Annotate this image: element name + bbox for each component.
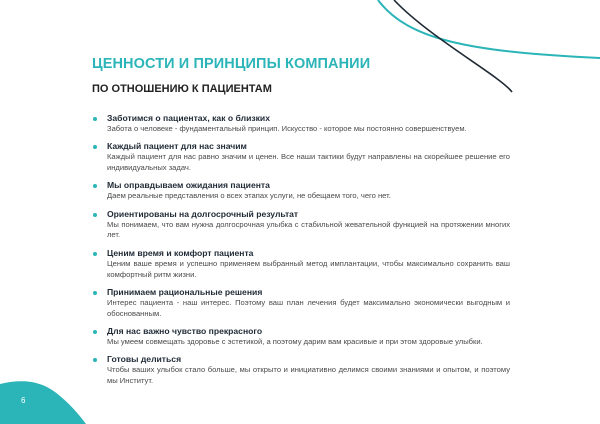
principle-text: Забота о человеке - фундаментальный принцип. Искусство - которое мы постоянно совершенствуем. (107, 124, 467, 133)
bullet-icon (93, 184, 97, 188)
list-item (92, 248, 510, 281)
principle-heading: Для нас важно чувство прекрасного (107, 325, 263, 336)
principle-text: Чтобы ваших улыбок стало больше, мы открыто и инициативно делимся своими знаниями и опытом, и поэтому мы Институт. (107, 365, 510, 386)
principle-text: Мы понимаем, что вам нужна долгосрочная улыбка с стабильной жевательной функцией на протяжении многих лет. (107, 219, 510, 240)
principle-heading: Каждый пациент для нас значим (107, 141, 247, 152)
principle-heading: Мы оправдываем ожидания пациента (107, 180, 270, 191)
list-item (92, 141, 510, 174)
top-right-teal-curve (378, 0, 600, 58)
principle-heading: Принимаем рациональные решения (107, 286, 263, 297)
principle-text: Мы умеем совмещать здоровье с эстетикой, а поэтому дарим вам красивые и при этом здоровые улыбки. (107, 336, 483, 346)
list-item (92, 180, 510, 202)
bullet-icon (93, 213, 97, 217)
principles-list (92, 113, 510, 393)
bullet-icon (93, 291, 97, 295)
list-item (92, 287, 510, 320)
principle-heading: Ориентированы на долгосрочный результат (107, 208, 299, 219)
bullet-icon (93, 145, 97, 149)
page-number: 6 (21, 396, 26, 405)
principle-heading: Готовы делиться (107, 354, 182, 365)
list-item (92, 354, 510, 387)
principle-heading: Заботимся о пациентах, как о близких (107, 113, 270, 123)
bullet-icon (93, 330, 97, 334)
principle-text: Интерес пациента - наш интерес. Поэтому ваш план лечения будет максимально экономически выгодным и обоснованным. (107, 297, 510, 318)
principle-heading: Ценим время и комфорт пациента (107, 247, 254, 258)
bullet-icon (93, 252, 97, 256)
page-title: ЦЕННОСТИ И ПРИНЦИПЫ КОМПАНИИ (92, 56, 371, 72)
principle-text: Ценим ваше время и успешно применяем выбранный метод имплантации, чтобы максимально сохранить ваш комфортный ритм жизни. (107, 258, 510, 279)
principle-text: Каждый пациент для нас равно значим и ценен. Все наши тактики будут направлены на скорейшее решение его индивидуальных задач. (107, 152, 510, 173)
list-item (92, 326, 510, 348)
section-title: ПО ОТНОШЕНИЮ К ПАЦИЕНТАМ (92, 83, 272, 95)
top-right-dark-curve (394, 0, 512, 92)
bottom-left-teal-shape (0, 381, 86, 424)
bullet-icon (93, 358, 97, 362)
list-item (92, 209, 510, 242)
bullet-icon (93, 117, 97, 121)
principle-text: Даем реальные представления о всех этапах услуги, не обещаем того, чего нет. (107, 191, 391, 201)
list-item (92, 113, 510, 135)
